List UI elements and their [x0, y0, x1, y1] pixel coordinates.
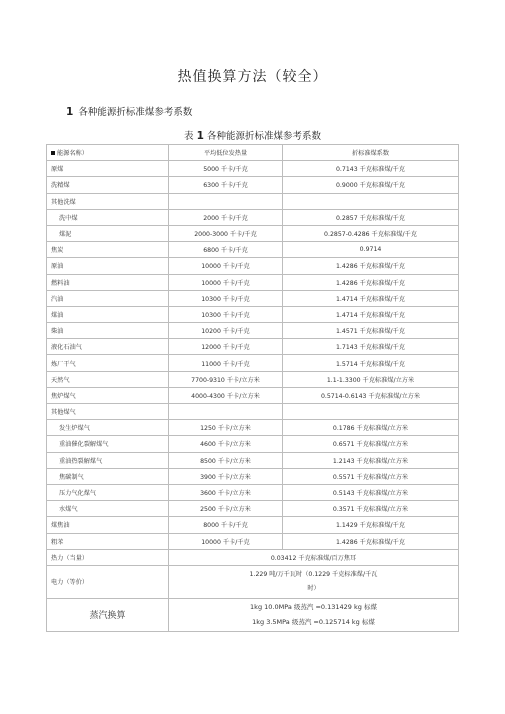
coefficient-cell: 0.9714 [283, 242, 459, 258]
energy-name-cell: 焦碳制气 [47, 468, 169, 484]
header-heat: 平均低位发热量 [169, 145, 283, 161]
coefficient-cell: 0.2857-0.4286 千克标准煤/千克 [283, 225, 459, 241]
section-number: 1 [66, 106, 74, 118]
table-row [47, 484, 459, 500]
header-coef: 折标准煤系数 [283, 145, 459, 161]
energy-name-cell: 液化石油气 [47, 339, 169, 355]
heat-value-cell: 2000 千卡/千克 [169, 209, 283, 225]
energy-name-cell: 汽油 [47, 290, 169, 306]
energy-name-cell: 煤油 [47, 306, 169, 322]
heat-value-cell: 10300 千卡/千克 [169, 290, 283, 306]
heat-value-cell [169, 404, 283, 420]
table-row [47, 355, 459, 371]
coefficient-cell: 1.4286 千克标准煤/千克 [283, 274, 459, 290]
energy-name-cell: 其他煤气 [47, 404, 169, 420]
coefficient-cell: 0.5714-0.6143 千克标准煤/立方米 [283, 387, 459, 403]
heat-value-cell: 10000 千卡/千克 [169, 533, 283, 549]
heat-value-cell: 6800 千卡/千克 [169, 242, 283, 258]
table-row [47, 193, 459, 209]
power-row-coef-line2: 时） [307, 584, 320, 592]
steam-line-10mpa: 1kg 10.0MPa 级蒸汽 =0.131429 kg 标煤 [250, 602, 377, 611]
coefficient-cell: 0.2857 千克标准煤/千克 [283, 209, 459, 225]
energy-name-cell: 水煤气 [47, 501, 169, 517]
table-row [47, 323, 459, 339]
heat-row-coef: 0.03412 千克标准煤/百万焦耳 [169, 549, 459, 565]
steam-conversion-row [47, 598, 459, 631]
energy-name-cell: 柴油 [47, 323, 169, 339]
coefficient-cell: 1.4714 千克标准煤/千克 [283, 306, 459, 322]
coefficient-cell: 1.2143 千克标准煤/立方米 [283, 452, 459, 468]
coefficient-cell [283, 193, 459, 209]
heat-row-name: 热力（当量） [47, 549, 169, 565]
heat-value-cell: 5000 千卡/千克 [169, 161, 283, 177]
table-row [47, 290, 459, 306]
energy-name-cell: 粗苯 [47, 533, 169, 549]
energy-name-cell: 焦炭 [47, 242, 169, 258]
energy-name-cell: 洗精煤 [47, 177, 169, 193]
coefficient-cell: 1.1-1.3300 千克标准煤/立方米 [283, 371, 459, 387]
coefficient-cell [283, 404, 459, 420]
energy-name-cell: 煤焦油 [47, 517, 169, 533]
heat-value-cell: 7700-9310 千卡/立方米 [169, 371, 283, 387]
header-name: 能源名称） [57, 150, 88, 158]
steam-row-values [169, 598, 459, 631]
table-row [47, 306, 459, 322]
energy-name-cell: 重油催化裂解煤气 [47, 436, 169, 452]
coefficient-cell: 1.5714 千克标准煤/千克 [283, 355, 459, 371]
heat-value-cell: 10200 千卡/千克 [169, 323, 283, 339]
energy-name-cell: 压力气化煤气 [47, 484, 169, 500]
energy-name-cell: 炼厂干气 [47, 355, 169, 371]
heat-value-cell: 2000-3000 千卡/千克 [169, 225, 283, 241]
table-header-row [47, 145, 459, 161]
table-row [47, 452, 459, 468]
heat-value-cell: 12000 千卡/千克 [169, 339, 283, 355]
energy-coefficient-table [46, 144, 459, 632]
steam-line-3-5mpa: 1kg 3.5MPa 级蒸汽 =0.125714 kg 标煤 [252, 617, 375, 626]
page-title: 热值换算方法（较全） [177, 69, 328, 85]
energy-name-cell: 原煤 [47, 161, 169, 177]
section-heading-text: 各种能源折标准煤参考系数 [78, 107, 193, 118]
table-row [47, 274, 459, 290]
coefficient-cell: 1.7143 千克标准煤/千克 [283, 339, 459, 355]
table-row [47, 258, 459, 274]
energy-name-cell: 煤泥 [47, 225, 169, 241]
coefficient-cell: 0.1786 千克标准煤/立方米 [283, 420, 459, 436]
heat-equivalent-row [47, 549, 459, 565]
table-row [47, 209, 459, 225]
heat-value-cell: 8500 千卡/立方米 [169, 452, 283, 468]
table-row [47, 161, 459, 177]
energy-name-cell: 原油 [47, 258, 169, 274]
heat-value-cell: 8000 千卡/千克 [169, 517, 283, 533]
table-row [47, 533, 459, 549]
heat-value-cell: 4600 千卡/立方米 [169, 436, 283, 452]
table-row [47, 371, 459, 387]
table-row [47, 517, 459, 533]
heat-value-cell [169, 193, 283, 209]
table-row [47, 177, 459, 193]
section-heading [66, 104, 192, 118]
header-name-cell [47, 145, 169, 161]
power-row-name: 电力（等价） [47, 565, 169, 598]
table-row [47, 468, 459, 484]
table-caption-prefix: 表 [184, 131, 194, 142]
table-row [47, 387, 459, 403]
steam-row-name: 蒸汽换算 [47, 598, 169, 631]
heat-value-cell: 10300 千卡/千克 [169, 306, 283, 322]
table-row [47, 339, 459, 355]
power-row-coef-line1: 1.229 吨/万千瓦时（0.1229 千克标准煤/千瓦 [249, 570, 378, 578]
table-row [47, 501, 459, 517]
energy-name-cell: 其他洗煤 [47, 193, 169, 209]
table-row [47, 225, 459, 241]
table-caption-number: 1 [196, 130, 204, 142]
heat-value-cell: 1250 千卡/立方米 [169, 420, 283, 436]
heat-value-cell: 3900 千卡/立方米 [169, 468, 283, 484]
table-row [47, 242, 459, 258]
heat-value-cell: 10000 千卡/千克 [169, 274, 283, 290]
heat-value-cell: 2500 千卡/立方米 [169, 501, 283, 517]
power-equivalent-row [47, 565, 459, 598]
energy-name-cell: 重油热裂解煤气 [47, 452, 169, 468]
heat-value-cell: 6300 千卡/千克 [169, 177, 283, 193]
energy-name-cell: 洗中煤 [47, 209, 169, 225]
table-row [47, 420, 459, 436]
energy-name-cell: 天然气 [47, 371, 169, 387]
energy-name-cell: 发生炉煤气 [47, 420, 169, 436]
coefficient-cell: 0.5571 千克标准煤/立方米 [283, 468, 459, 484]
table-caption [0, 128, 505, 142]
table-row [47, 404, 459, 420]
energy-name-cell: 燃料油 [47, 274, 169, 290]
coefficient-cell: 0.3571 千克标准煤/立方米 [283, 501, 459, 517]
coefficient-cell: 0.9000 千克标准煤/千克 [283, 177, 459, 193]
heat-value-cell: 4000-4300 千卡/立方米 [169, 387, 283, 403]
table-caption-text: 各种能源折标准煤参考系数 [206, 131, 321, 142]
heat-value-cell: 3600 千卡/立方米 [169, 484, 283, 500]
table-body [47, 145, 459, 632]
coefficient-cell: 0.6571 千克标准煤/立方米 [283, 436, 459, 452]
power-row-coef-cell [169, 565, 459, 598]
coefficient-cell: 0.7143 千克标准煤/千克 [283, 161, 459, 177]
heat-value-cell: 10000 千卡/千克 [169, 258, 283, 274]
heat-value-cell: 11000 千卡/千克 [169, 355, 283, 371]
energy-name-cell: 焦炉煤气 [47, 387, 169, 403]
table-row [47, 436, 459, 452]
coefficient-cell: 0.5143 千克标准煤/立方米 [283, 484, 459, 500]
coefficient-cell: 1.4571 千克标准煤/千克 [283, 323, 459, 339]
coefficient-cell: 1.4286 千克标准煤/千克 [283, 258, 459, 274]
square-bullet-icon [51, 151, 55, 155]
coefficient-cell: 1.4286 千克标准煤/千克 [283, 533, 459, 549]
coefficient-cell: 1.4714 千克标准煤/千克 [283, 290, 459, 306]
coefficient-cell: 1.1429 千克标准煤/千克 [283, 517, 459, 533]
